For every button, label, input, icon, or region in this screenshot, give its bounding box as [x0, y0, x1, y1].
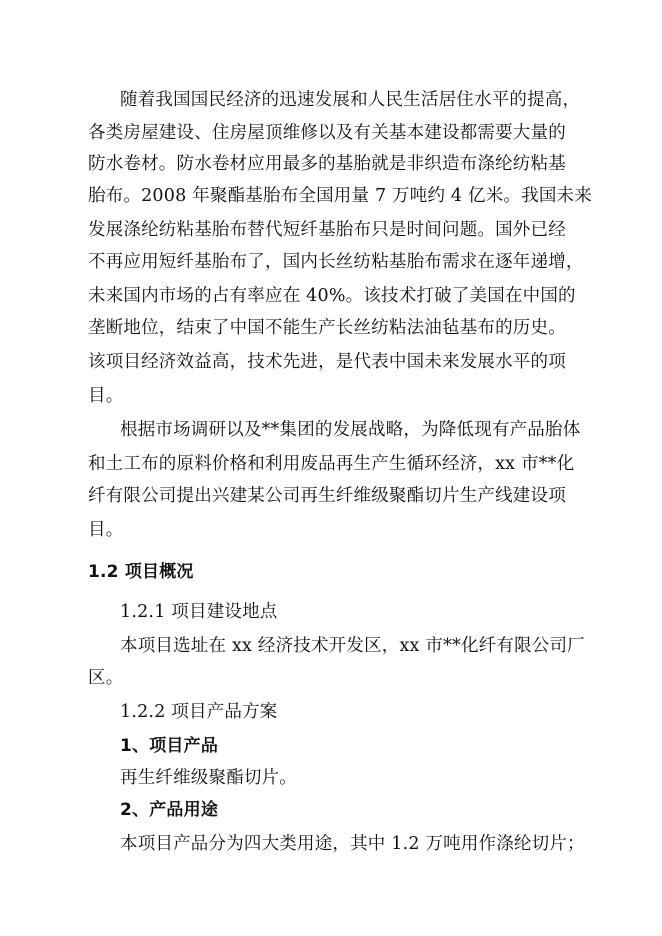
paragraph-line: 本项目产品分为四大类用途，其中 1.2 万吨用作涤纶切片；: [120, 834, 585, 854]
paragraph-line: 随着我国国民经济的迅速发展和人民生活居住水平的提高，: [120, 90, 581, 110]
paragraph-line: 目。: [88, 386, 124, 406]
paragraph-line: 目。: [88, 520, 124, 540]
item-heading: 1、项目产品: [120, 736, 219, 756]
paragraph-line: 纤有限公司提出兴建某公司再生纤维级聚酯切片生产线建设项: [88, 486, 566, 506]
paragraph-line: 各类房屋建设、住房屋顶维修以及有关基本建设都需要大量的: [88, 123, 566, 143]
paragraph-line: 不再应用短纤基胎布了，国内长丝纺粘基胎布需求在逐年递增，: [88, 252, 584, 272]
paragraph-line: 和土工布的原料价格和利用废品再生产生循环经济，xx 市**化: [88, 454, 575, 474]
subsection-heading: 1.2.2 项目产品方案: [120, 702, 278, 722]
paragraph-line: 该项目经济效益高，技术先进，是代表中国未来发展水平的项: [88, 352, 566, 372]
paragraph-line: 区。: [88, 668, 124, 688]
paragraph-line: 发展涤纶纺粘基胎布替代短纤基胎布只是时间问题。国外已经: [88, 220, 566, 240]
subsection-heading: 1.2.1 项目建设地点: [120, 602, 278, 622]
paragraph-line: 根据市场调研以及**集团的发展战略，为降低现有产品胎体: [120, 420, 581, 440]
item-heading: 2、产品用途: [120, 800, 219, 820]
paragraph-line: 防水卷材。防水卷材应用最多的基胎就是非织造布涤纶纺粘基: [88, 154, 566, 174]
paragraph-line: 未来国内市场的占有率应在 40%。该技术打破了美国在中国的: [88, 286, 576, 306]
paragraph-line: 再生纤维级聚酯切片。: [120, 768, 297, 788]
paragraph-line: 垄断地位，结束了中国不能生产长丝纺粘法油毡基布的历史。: [88, 318, 566, 338]
paragraph-line: 本项目选址在 xx 经济技术开发区，xx 市**化纤有限公司厂: [120, 636, 585, 656]
section-heading: 1.2 项目概况: [88, 562, 194, 582]
paragraph-line: 胎布。2008 年聚酯基胎布全国用量 7 万吨约 4 亿米。我国未来: [88, 186, 592, 206]
